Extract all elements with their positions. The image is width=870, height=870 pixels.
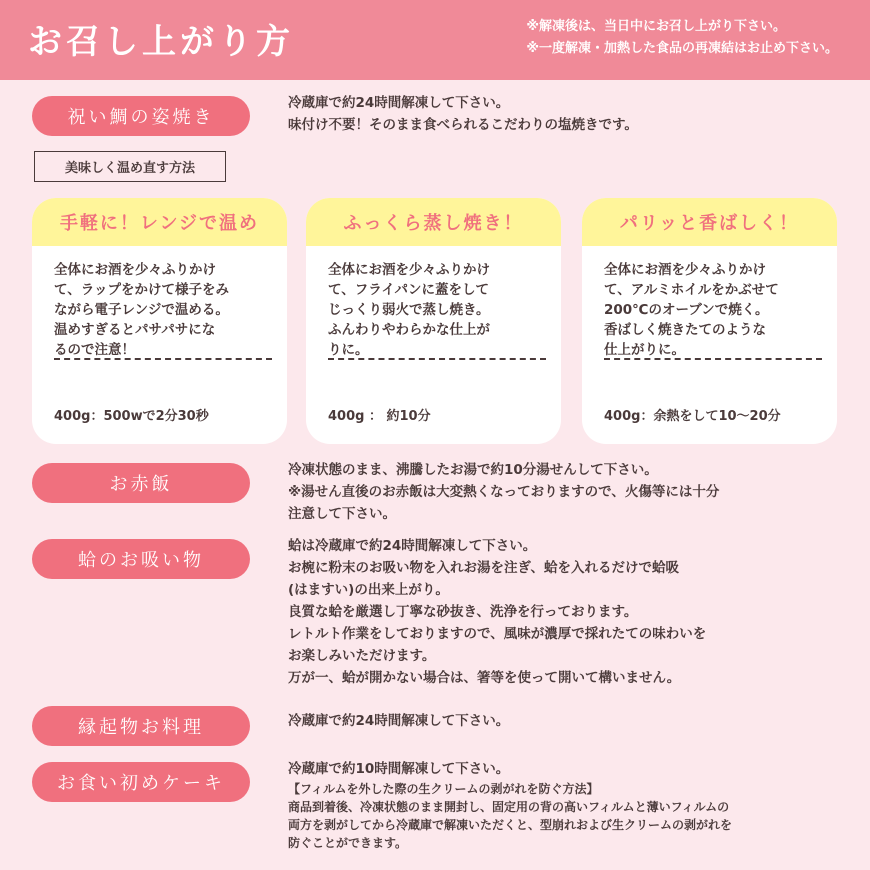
card-body (328, 260, 550, 360)
desc-line: 両方を剥がしてから冷蔵庫で解凍いただくと、型崩れおよび生クリームの剥がれを (288, 818, 733, 832)
card-times (604, 372, 793, 444)
card-line: ながら電子レンジで温める。 (54, 302, 229, 318)
desc-line: 良質な蛤を厳選し丁寧な砂抜き、洗浄を行っております。 (288, 604, 638, 620)
card-title: パリッと香ばしく！ (582, 198, 837, 246)
reheat-card-microwave (32, 198, 287, 444)
note-line: ※解凍後は、当日中にお召し上がり下さい。 (526, 19, 786, 34)
section-label-tai: 祝い鯛の姿焼き (32, 96, 250, 136)
section-label-cake: お食い初めケーキ (32, 762, 250, 802)
card-times (328, 372, 490, 444)
card-times (54, 372, 209, 444)
dashed-divider (604, 358, 822, 360)
card-title: 手軽に！レンジで温め (32, 198, 287, 246)
card-body (54, 260, 276, 360)
desc-line: 冷蔵庫で約24時間解凍して下さい。 (288, 713, 510, 729)
section-label-engi: 縁起物お料理 (32, 706, 250, 746)
section-desc-tai (288, 92, 638, 136)
card-line: 全体にお酒を少々ふりかけ (604, 262, 766, 278)
desc-line: 商品到着後、冷凍状態のまま開封し、固定用の背の高いフィルムと薄いフィルムの (288, 800, 730, 814)
reheat-card-oven (582, 198, 837, 444)
desc-line: 冷蔵庫で約10時間解凍して下さい。 (288, 761, 510, 777)
card-line: ふんわりやわらかな仕上が (328, 322, 490, 338)
desc-line: 冷蔵庫で約24時間解凍して下さい。 (288, 95, 510, 111)
time-line: 400g：余熱をして10～20分 (604, 409, 781, 424)
time-line: 400g：500wで2分30秒 (54, 409, 209, 424)
desc-line: 【フィルムを外した際の生クリームの剥がれを防ぐ方法】 (288, 782, 599, 796)
section-desc-cake (288, 758, 509, 780)
reheat-card-steam (306, 198, 561, 444)
header-banner (0, 0, 870, 80)
card-line: 全体にお酒を少々ふりかけ (54, 262, 216, 278)
section-label-sekihan: お赤飯 (32, 463, 250, 503)
card-line: 全体にお酒を少々ふりかけ (328, 262, 490, 278)
card-line: じっくり弱火で蒸し焼き。 (328, 302, 490, 318)
section-desc-hamaguri (288, 535, 706, 689)
card-line: 香ばしく焼きたてのような (604, 322, 766, 338)
card-line: 仕上がりに。 (604, 342, 685, 358)
desc-line: 味付け不要！そのまま食べられるこだわりの塩焼きです。 (288, 117, 638, 133)
card-line: て、フライパンに蓋をして (328, 282, 490, 298)
card-line: 温めすぎるとパサパサにな (54, 322, 216, 338)
section-desc-sekihan (288, 459, 719, 525)
desc-line: ※湯せん直後のお赤飯は大変熱くなっておりますので、火傷等には十分 (288, 484, 720, 500)
card-line: るので注意！ (54, 342, 135, 358)
time-line: 400g ： 約10分 (328, 409, 431, 424)
desc-line: 蛤は冷蔵庫で約24時間解凍して下さい。 (288, 538, 537, 554)
card-line: て、ラップをかけて様子をみ (54, 282, 229, 298)
desc-line: 注意して下さい。 (288, 506, 396, 522)
desc-line: (はますい)の出来上がり。 (288, 582, 449, 598)
card-title: ふっくら蒸し焼き！ (306, 198, 561, 246)
section-label-hamaguri: 蛤のお吸い物 (32, 539, 250, 579)
section-desc-engi (288, 710, 509, 732)
dashed-divider (328, 358, 546, 360)
reheat-method-label: 美味しく温め直す方法 (34, 151, 226, 182)
section-desc-cake-detail (288, 780, 732, 852)
desc-line: 冷凍状態のまま、沸騰したお湯で約10分湯せんして下さい。 (288, 462, 658, 478)
desc-line: 万が一、蛤が開かない場合は、箸等を使って開いて構いません。 (288, 670, 681, 686)
card-line: 200℃のオーブンで焼く。 (604, 302, 769, 318)
card-line: りに。 (328, 342, 369, 358)
page-title: お召し上がり方 (28, 22, 294, 62)
card-line: て、アルミホイルをかぶせて (604, 282, 779, 298)
desc-line: 防ぐことができます。 (288, 836, 408, 850)
desc-line: レトルト作業をしておりますので、風味が濃厚で採れたての味わいを (288, 626, 707, 642)
dashed-divider (54, 358, 272, 360)
card-body (604, 260, 826, 360)
desc-line: お椀に粉末のお吸い物を入れお湯を注ぎ、蛤を入れるだけで蛤吸 (288, 560, 679, 576)
desc-line: お楽しみいただけます。 (288, 648, 436, 664)
note-line: ※一度解凍・加熱した食品の再凍結はお止め下さい。 (526, 41, 838, 56)
header-notes (526, 16, 838, 60)
